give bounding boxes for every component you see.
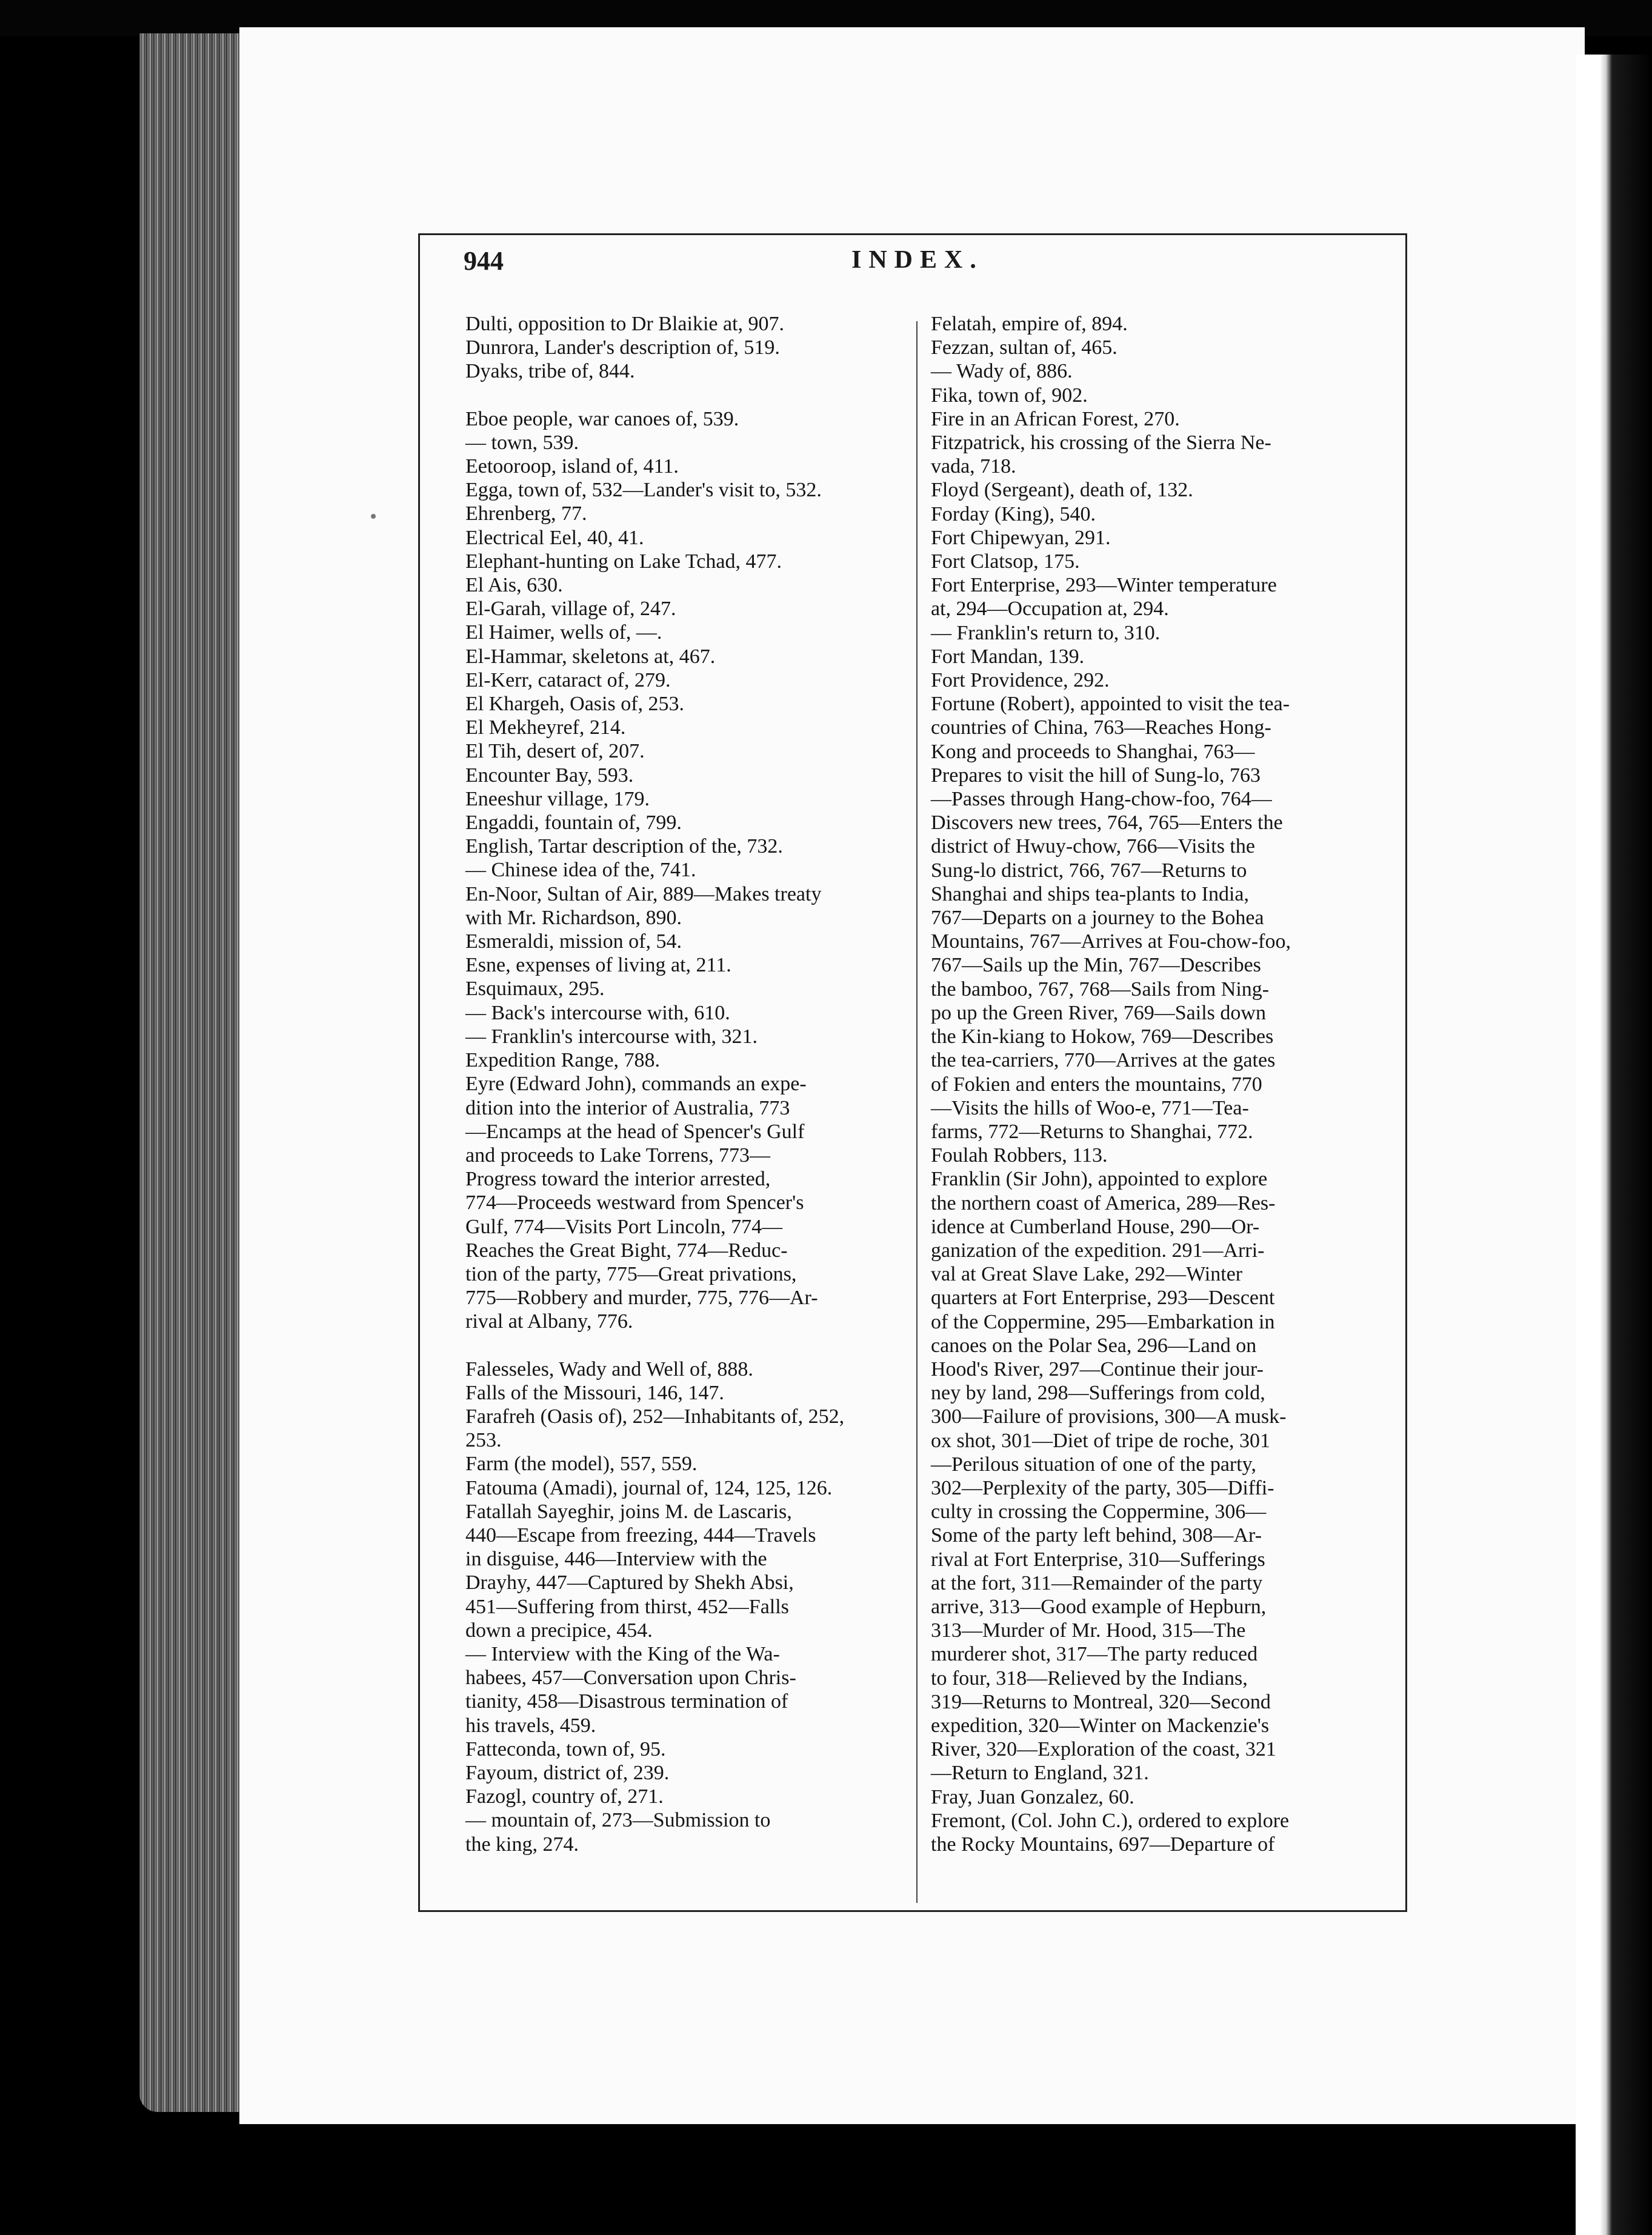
index-entry-line: canoes on the Polar Sea, 296—Land on [931, 1334, 1257, 1357]
index-entry-line: Falesseles, Wady and Well of, 888. [465, 1357, 753, 1381]
index-entry-line: El Mekheyref, 214. [465, 716, 626, 739]
index-entry-line: Fray, Juan Gonzalez, 60. [931, 1785, 1134, 1808]
index-entry-line: 767—Sails up the Min, 767—Describes [931, 954, 1261, 977]
index-entry-line: — Wady of, 886. [931, 360, 1073, 383]
index-entry-line: Fort Providence, 292. [931, 669, 1110, 692]
index-entry-line: —Visits the hills of Woo-e, 771—Tea- [931, 1096, 1249, 1119]
index-entry-line: habees, 457—Conversation upon Chris- [465, 1667, 796, 1690]
index-entry-line: En-Noor, Sultan of Air, 889—Makes treaty [465, 882, 822, 905]
index-entry-line: Fayoum, district of, 239. [465, 1761, 670, 1784]
index-entry-line: tianity, 458—Disastrous termination of [465, 1690, 788, 1713]
page-number: 944 [464, 246, 504, 276]
index-entry-line: Electrical Eel, 40, 41. [465, 526, 644, 549]
index-entry-line: expedition, 320—Winter on Mackenzie's [931, 1714, 1270, 1737]
index-entry-line: — mountain of, 273—Submission to [465, 1809, 771, 1832]
index-entry-line: Esne, expenses of living at, 211. [465, 954, 731, 977]
index-entry-line: Farafreh (Oasis of), 252—Inhabitants of, 252, [465, 1405, 845, 1428]
index-entry-line: Progress toward the interior arrested, [465, 1168, 771, 1191]
index-entry-line: El-Kerr, cataract of, 279. [465, 668, 671, 691]
index-entry-line: Kong and proceeds to Shanghai, 763— [931, 740, 1255, 763]
index-entry-line: the bamboo, 767, 768—Sails from Ning- [931, 978, 1270, 1001]
index-entry-line: Eneeshur village, 179. [465, 787, 650, 810]
index-column-left [465, 312, 896, 1856]
index-column-right [931, 312, 1361, 1856]
index-entry-line: Engaddi, fountain of, 799. [465, 811, 682, 834]
index-entry-line: Fatouma (Amadi), journal of, 124, 125, 126. [465, 1476, 833, 1499]
index-entry-line: ganization of the expedition. 291—Arri- [931, 1239, 1265, 1262]
index-entry-line: district of Hwuy-chow, 766—Visits the [931, 835, 1255, 858]
index-entry-line: vada, 718. [931, 455, 1016, 478]
index-entry-line: with Mr. Richardson, 890. [465, 906, 682, 929]
index-entry-line: Esmeraldi, mission of, 54. [465, 930, 682, 953]
index-entry-line: farms, 772—Returns to Shanghai, 772. [931, 1120, 1253, 1143]
index-entry-line: El Ais, 630. [465, 574, 563, 597]
index-entry-line: ney by land, 298—Sufferings from cold, [931, 1382, 1265, 1405]
index-entry-line: Mountains, 767—Arrives at Fou-chow-foo, [931, 930, 1291, 953]
index-entry-line [465, 384, 896, 407]
index-entry-line: of the Coppermine, 295—Embarkation in [931, 1310, 1275, 1333]
index-entry-line: Fazogl, country of, 271. [465, 1785, 664, 1808]
index-entry-line: — Back's intercourse with, 610. [465, 1001, 730, 1024]
index-entry-line: the northern coast of America, 289—Res- [931, 1191, 1276, 1214]
index-entry-line: — Chinese idea of the, 741. [465, 859, 696, 882]
index-entry-line: po up the Green River, 769—Sails down [931, 1001, 1266, 1024]
index-entry-line: Prepares to visit the hill of Sung-lo, 763 [931, 764, 1261, 787]
index-entry-line: the king, 274. [465, 1833, 579, 1856]
index-entry-line: at the fort, 311—Remainder of the party [931, 1571, 1263, 1594]
index-entry-line: Sung-lo district, 766, 767—Returns to [931, 859, 1247, 882]
index-entry-line: —Encamps at the head of Spencer's Gulf [465, 1120, 805, 1143]
index-entry-line: the Kin-kiang to Hokow, 769—Describes [931, 1025, 1274, 1048]
index-entry-line: at, 294—Occupation at, 294. [931, 598, 1169, 621]
index-entry-line: Ehrenberg, 77. [465, 502, 587, 525]
index-entry-line: to four, 318—Relieved by the Indians, [931, 1667, 1248, 1690]
index-entry-line: rival at Fort Enterprise, 310—Sufferings [931, 1548, 1265, 1571]
index-entry-line: dition into the interior of Australia, 773 [465, 1096, 790, 1119]
index-entry-line: — Franklin's intercourse with, 321. [465, 1025, 758, 1048]
index-entry-line: quarters at Fort Enterprise, 293—Descent [931, 1287, 1275, 1310]
index-entry-line: —Return to England, 321. [931, 1762, 1149, 1785]
index-entry-line: Fort Mandan, 139. [931, 645, 1085, 668]
index-entry-line: 313—Murder of Mr. Hood, 315—The [931, 1619, 1246, 1642]
index-entry-line: in disguise, 446—Interview with the [465, 1548, 767, 1571]
index-entry-line: 451—Suffering from thirst, 452—Falls [465, 1595, 789, 1618]
book-page-edges [139, 33, 242, 2112]
index-entry-line: River, 320—Exploration of the coast, 321 [931, 1738, 1276, 1761]
index-entry-line: idence at Cumberland House, 290—Or- [931, 1215, 1260, 1238]
index-entry-line: Fort Clatsop, 175. [931, 550, 1080, 573]
index-entry-line: — town, 539. [465, 431, 579, 454]
index-entry-line: Floyd (Sergeant), death of, 132. [931, 479, 1193, 502]
index-entry-line: val at Great Slave Lake, 292—Winter [931, 1263, 1243, 1286]
index-entry-line: 774—Proceeds westward from Spencer's [465, 1191, 804, 1214]
index-entry-line: Shanghai and ships tea-plants to India, [931, 882, 1250, 905]
index-entry-line: 302—Perplexity of the party, 305—Diffi- [931, 1476, 1274, 1499]
index-entry-line: Fremont, (Col. John C.), ordered to explore [931, 1809, 1290, 1832]
index-entry-line: 775—Robbery and murder, 775, 776—Ar- [465, 1287, 818, 1310]
index-entry-line: Esquimaux, 295. [465, 978, 605, 1001]
index-entry-line: the tea-carriers, 770—Arrives at the gates [931, 1049, 1276, 1072]
index-entry-line: El Tih, desert of, 207. [465, 740, 645, 763]
index-entry-line: Drayhy, 447—Captured by Shekh Absi, [465, 1571, 794, 1594]
index-entry-line: Fort Enterprise, 293—Winter temperature [931, 574, 1277, 597]
index-entry-line [465, 1334, 896, 1357]
index-entry-line: Eboe people, war canoes of, 539. [465, 407, 739, 430]
index-entry-line: tion of the party, 775—Great privations, [465, 1262, 797, 1285]
column-divider [916, 321, 918, 1903]
index-entry-line: El-Garah, village of, 247. [465, 598, 676, 621]
index-entry-line: down a precipice, 454. [465, 1619, 653, 1642]
page-header [464, 245, 1367, 288]
index-entry-line: Eyre (Edward John), commands an expe- [465, 1073, 807, 1096]
index-entry-line: Fortune (Robert), appointed to visit the tea- [931, 693, 1290, 716]
index-entry-line: Fatteconda, town of, 95. [465, 1737, 666, 1760]
index-entry-line: El-Hammar, skeletons at, 467. [465, 645, 716, 668]
index-entry-line: Some of the party left behind, 308—Ar- [931, 1524, 1262, 1547]
index-entry-line: and proceeds to Lake Torrens, 773— [465, 1144, 771, 1167]
index-entry-line: the Rocky Mountains, 697—Departure of [931, 1833, 1275, 1856]
index-entry-line: El Haimer, wells of, —. [465, 621, 662, 644]
index-entry-line: rival at Albany, 776. [465, 1310, 633, 1333]
index-entry-line: countries of China, 763—Reaches Hong- [931, 716, 1271, 739]
index-entry-line: ox shot, 301—Diet of tripe de roche, 301 [931, 1429, 1270, 1452]
running-head: INDEX. [851, 246, 984, 274]
index-entry-line: Fatallah Sayeghir, joins M. de Lascaris, [465, 1500, 792, 1523]
index-entry-line: murderer shot, 317—The party reduced [931, 1643, 1258, 1666]
paper-speck [371, 514, 376, 519]
index-entry-line: Expedition Range, 788. [465, 1049, 661, 1072]
index-entry-line: Dunrora, Lander's description of, 519. [465, 336, 780, 359]
index-entry-line: Encounter Bay, 593. [465, 764, 634, 787]
index-entry-line: Fire in an African Forest, 270. [931, 407, 1180, 430]
index-entry-line: Dulti, opposition to Dr Blaikie at, 907. [465, 313, 785, 335]
index-entry-line: Foulah Robbers, 113. [931, 1144, 1108, 1167]
index-entry-line: 319—Returns to Montreal, 320—Second [931, 1690, 1271, 1713]
index-entry-line: of Fokien and enters the mountains, 770 [931, 1073, 1262, 1096]
index-entry-line: Fitzpatrick, his crossing of the Sierra Ne- [931, 431, 1271, 455]
index-entry-line: — Franklin's return to, 310. [931, 621, 1161, 644]
index-entry-line: Dyaks, tribe of, 844. [465, 360, 635, 383]
index-entry-line: 253. [465, 1429, 502, 1452]
index-entry-line: Forday (King), 540. [931, 502, 1096, 525]
index-entry-line: 300—Failure of provisions, 300—A musk- [931, 1405, 1287, 1428]
index-entry-line: —Perilous situation of one of the party, [931, 1453, 1256, 1476]
index-entry-line: Fika, town of, 902. [931, 384, 1088, 407]
index-entry-line: Falls of the Missouri, 146, 147. [465, 1381, 724, 1404]
index-entry-line: Franklin (Sir John), appointed to explore [931, 1168, 1268, 1191]
index-entry-line: Reaches the Great Bight, 774—Reduc- [465, 1239, 788, 1262]
index-entry-line: Egga, town of, 532—Lander's visit to, 532. [465, 479, 822, 502]
index-entry-line: Discovers new trees, 764, 765—Enters the [931, 811, 1283, 834]
index-entry-line: Felatah, empire of, 894. [931, 313, 1128, 335]
index-entry-line: English, Tartar description of the, 732. [465, 835, 783, 858]
index-entry-line: Fort Chipewyan, 291. [931, 526, 1111, 549]
adjacent-page-edge [1576, 55, 1652, 2235]
index-entry-line: 767—Departs on a journey to the Bohea [931, 907, 1264, 930]
index-entry-line: culty in crossing the Coppermine, 306— [931, 1501, 1267, 1524]
index-entry-line: Elephant-hunting on Lake Tchad, 477. [465, 550, 782, 573]
index-entry-line: Eetooroop, island of, 411. [465, 455, 679, 478]
index-entry-line: Gulf, 774—Visits Port Lincoln, 774— [465, 1215, 783, 1238]
index-entry-line: Hood's River, 297—Continue their jour- [931, 1357, 1264, 1381]
index-entry-line: Fezzan, sultan of, 465. [931, 336, 1117, 359]
index-entry-line: his travels, 459. [465, 1714, 596, 1737]
index-entry-line: Farm (the model), 557, 559. [465, 1453, 698, 1476]
index-entry-line: — Interview with the King of the Wa- [465, 1642, 780, 1665]
index-entry-line: El Khargeh, Oasis of, 253. [465, 693, 685, 716]
index-entry-line: 440—Escape from freezing, 444—Travels [465, 1524, 816, 1547]
index-entry-line: arrive, 313—Good example of Hepburn, [931, 1595, 1267, 1618]
index-entry-line: —Passes through Hang-chow-foo, 764— [931, 788, 1272, 811]
